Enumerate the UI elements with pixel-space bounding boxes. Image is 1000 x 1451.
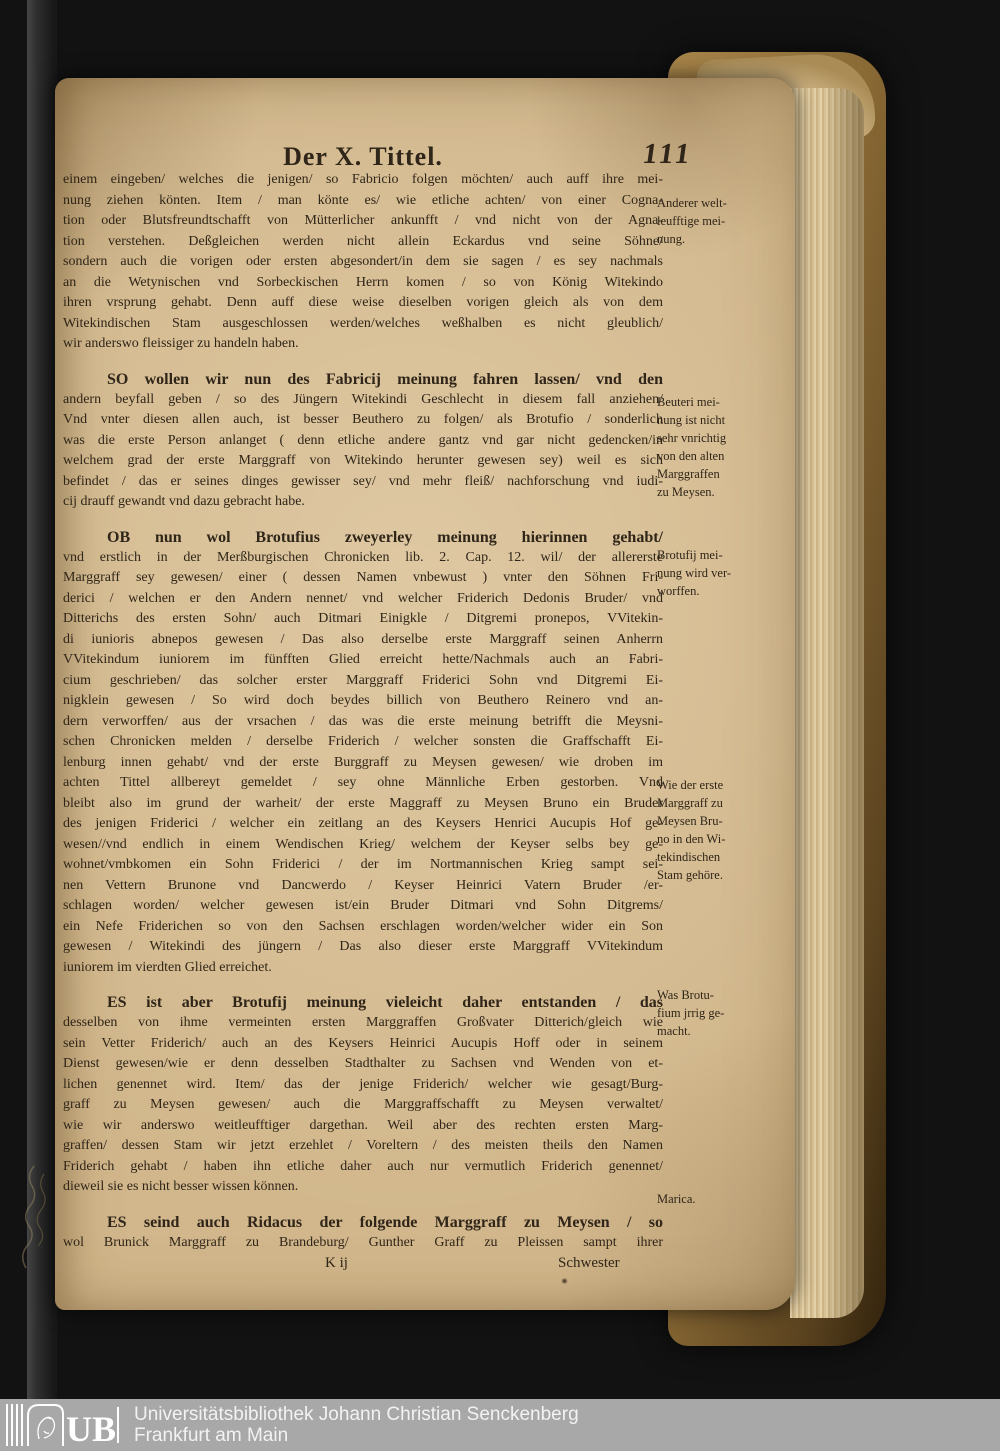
paragraph-lines: desselben von ihme vermeinten ersten Marggraffen Großvater Ditterich/gleich wie sein Vetter Friderich/ auch an des Keysers Heinrici Aucupis Hoff oder in seinem Dienst gewesen/wie er denn desselben Stadthalter zu Sachsen vnd Wenden von et- lichen genennet wird. Item/ das der jenige Friderich/ welcher wie gesagt/Burg- graff zu Meysen gewesen/ auch die Marggraffschafft zu Meysen verwaltet/ wie wir anderswo weitleufftiger dargethan. Weil aber des rechten ersten Marg- graffen/ dessen Stam wir jetzt erzehlet / Voreltern / des meisten theils den Namen Friderich gehabt / haben ihn etliche daher auch nur vermutlich Friderich genennet/ dieweil sie es nicht besser wissen können. [63, 1015, 663, 1194]
ink-speck-stain [561, 1278, 568, 1284]
text-block [63, 170, 663, 1289]
margin-note: Wie der erste Marggraff zu Meysen Bru- no in den Wi- tekindischen Stam gehöre. [657, 778, 726, 882]
paragraph-lead-line: SO wollen wir nun des Fabricij meinung fahren lassen/ vnd den [107, 370, 663, 388]
signature-row [63, 1253, 663, 1275]
book-page-scan [55, 78, 795, 1310]
page-title: Der X. Tittel. [283, 142, 443, 171]
handwritten-marginalia [14, 1160, 58, 1280]
paragraph-lines: andern beyfall geben / so des Jüngern Witekindi Geschlecht in diesem fall anziehen/ Vnd vnter diesen allen auch, ist besser Beuthero zu folgen/ als Brotufio / sonderlich was die erste Person anlanget ( denn etliche andere gantz vnd gar nicht gedencken/in welchem grad der erste Marggraff von Witekindo herunter gewesen sey) weil es sich befindet / das er seines dinges gewisser sey/ vnd mehr fleiß/ nachforschung vnd iudi- cij drauff gewandt vnd dazu gebracht habe. [63, 391, 663, 509]
institution-line2: Frankfurt am Main [134, 1425, 289, 1446]
catchword: Schwester [558, 1255, 620, 1271]
paragraph [63, 369, 663, 513]
paragraph-lines: wol Brunick Marggraff zu Brandeburg/ Gunther Graff zu Pleissen sampt ihrer [63, 1234, 663, 1250]
paragraph-lead-line: OB nun wol Brotufius zweyerley meinung hierinnen gehabt/ [107, 528, 663, 546]
book-fore-edge-pages [790, 88, 864, 1318]
svg-text:UB: UB [66, 1409, 117, 1449]
paragraph [63, 1212, 663, 1276]
margin-note: Was Brotu- fium jrrig ge- macht. [657, 988, 725, 1038]
margin-note: Brotufij mei- nung wird ver- worffen. [657, 548, 732, 598]
signature-mark: K ij [325, 1255, 348, 1271]
folio-number: 111 [640, 138, 695, 170]
margin-note: Marica. [657, 1192, 696, 1206]
institution-name [134, 1404, 579, 1446]
paragraph-lines: vnd erstlich in der Merßburgischen Chronicken lib. 2. Cap. 12. wil/ der allererste Marggraff sey gewesen/ einer ( dessen Namen vnbewust ) vnter den Söhnen Fri- derici / welchen er den Andern nennet/ vnd welcher Friderich Dedonis Bruder/ vnd Ditterichs des ersten Sohn/ auch Ditmari Einigkle / Ditgremi pronepos, VVitekin- di iunioris abnepos gewesen / Das also derselbe erste Marggraff seinen Anherrn VVitekindum iuniorem im fünfften Glied erreicht hette/Nachmals auch an Fabri- cium geschrieben/ das solcher erster Marggraff Friderici Sohn vnd Ditgremi Ei- nigklein gewesen / So wird doch beydes billich von Beuthero Reinero vnd an- dern verworffen/ aus der vrsachen / das was die erste meinung betrifft die Meysni- schen Chronicken melden / derselbe Friderich / welcher sonsten die Graffschafft Ei- lenburg innen gehabt/ vnd der erste Burggraff zu Meysen gewesen/ wie droben im achten Tittel allbereyt gemeldet / sey ohne Männliche Erben gestorben. Vnd bleibt also im grund der warheit/ der erste Maggraff zu Meysen Bruno ein Bruder des jenigen Friderici / welcher ein zeitlang an des Keysers Henrici Aucupis Hof ge- wesen//vnd endlich in einem Wendischen Krieg/ welchem der Keyser selbs bey ge- wohnet/vmbkomen ein Sohn Friderici / der im Nortmannischen Krieg sampt sei- nen Vettern Brunone vnd Dancwerdo / Keyser Heinrici Vatern Bruder /er- schlagen worden/ welcher gewesen ist/ein Bruder Ditmari vnd Sohn Ditgrems/ ein Nefe Friderichen so von den Sachsen erschlagen worden/welcher wider ein Son gewesen / Witekindi des jüngern / Das also dieser erste Marggraff VVitekindum iuniorem im vierdten Glied erreichet. [63, 549, 663, 975]
paragraph [63, 170, 663, 355]
paragraph [63, 992, 663, 1198]
institution-line1: Universitätsbibliothek Johann Christian Senckenberg [134, 1404, 579, 1425]
ub-library-logo-icon [4, 1401, 122, 1449]
paragraph [63, 527, 663, 979]
paragraph-lead-line: ES ist aber Brotufij meinung vieleicht daher entstanden / das [107, 994, 663, 1011]
paragraph-lead-line: ES seind auch Ridacus der folgende Marggraff zu Meysen / so [107, 1213, 663, 1231]
library-footer-bar [0, 1399, 1000, 1451]
margin-note: Anderer welt- leufftige mei- nung. [657, 196, 727, 246]
margin-note: Beuteri mei- nung ist nicht sehr vnrichtig von den alten Marggraffen zu Meysen. [657, 395, 727, 499]
paragraph-lines: einem eingeben/ welches die jenigen/ so Fabricio folgen möchten/ auch auff ihre mei- nung ziehen könten. Item / man könte es/ wie etliche achten/ von einer Cogna- tion oder Blutsfreundtschafft von Mütterlicher ankunfft / vnd nicht von der Agna- tion verstehen. Deßgleichen werden nicht allein Eckardus vnd seine Söhne/ sondern auch die vorigen oder ersten abgesondert/in dem sie sagen / es sey nachmals an die Wetynischen vnd Sorbeckischen Herrn komen / so von König Witekindo ihren vrsprung gehabt. Denn auff diese weise dieselben vorigen gleich als von dem Witekindischen Stam ausgeschlossen werden/welches weßhalben es nicht gleublich/ wir anderswo fleissiger zu handeln haben. [63, 172, 663, 351]
